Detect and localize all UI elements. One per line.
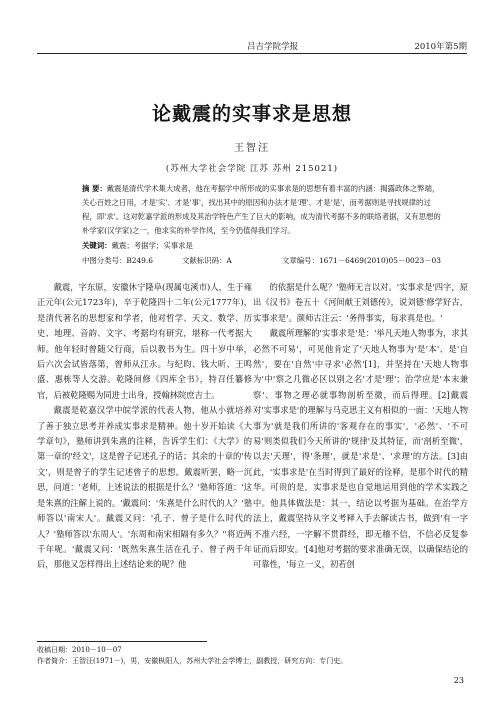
author-affiliation: (苏州大学社会学院 江苏 苏州 215021)	[165, 164, 339, 174]
author-name: 王智汪	[234, 143, 270, 154]
keywords-label: 关键词：	[82, 241, 112, 250]
journal-name: 吕吉学院学报	[247, 42, 299, 52]
body-column-left	[37, 280, 252, 573]
footnote-rule	[37, 641, 207, 642]
paragraph: 的依据是什么呢？'塾师无言以对。'实事求是'四字，原出《汉书》卷五十《河间献王刘德传》，说刘德'修学好古，实事求是'。颜师古注云：'务得事实，每求真是也。'	[253, 282, 468, 323]
footnote	[37, 645, 347, 667]
author-bio: 作者简介：王智汪(1971－)，男，安徽枞阳人，苏州大学社会学博士，副教授，研究方向：专门史。	[37, 657, 348, 665]
body-column-right	[253, 280, 468, 573]
issue-label: 2010年第5期	[414, 42, 467, 52]
article-number: 文章编号：1671－6469(2010)05－0023－03	[282, 256, 441, 265]
abstract-text: 戴震是清代学术集大成者，他在考据学中所形成的实事求是的思想有着丰富的内涵：揭露政体之弊端，关心百姓之日用，才是'实'、才是'事'，找出其中的原因和办法才是'理'、才是'是'，而考据则是寻找规律的过程，即'求'。这对乾嘉学派的形成及其治学特色产生了巨大的影响，成为清代考据不多的联络者据，又有思想的朴学家(汉学家)之一，他求实的朴学作风，至今仍值得我们学习。	[82, 184, 441, 235]
clc-number: 中图分类号：B249.6	[82, 256, 153, 265]
header-rule	[37, 53, 467, 54]
article-title: 论戴震的实事求是思想	[151, 103, 352, 125]
paragraph: 戴震所理解的'实事求是'是：'举凡天地人物事为，求其必然不可易'，可见他肯定了'天地人物事为'是'本'、是'自然'，要在'自然'中寻求'必然'[1]，并坚持在'天地人物事为'中'察之几微必区以别之名'才是'理'；治学应是'本末兼察'、事物之理必就事物剖析至微，而后得理。[2]戴震对'实事求是'的理解与马克思主义有相似的一面：'天地人物事为'就是我们所讲的'客观存在的事实'，'必然'、'不可易'则类似我们今天所讲的'规律'及其特征，而'剖析至微'，以去'天理'，得'条理'，就是'求是'、'求理'的方法。[3]由此，'实事求是'在当时得到了最好的诠释，是那个时代的精华。可贵的是，实事求是也自觉地运用到他的学术实践之中。他具体做法是：其一，结论以考据为基础。在治学方法上，戴震坚持从字义考释入手去解读古书，做到'有一字不准六经，一字解不贯群经，即无稽不信，不信必反复参证而后即安。'[4]他对考据的要求准确无误，以确保结论的可靠性，'每立一义，初若创	[253, 328, 468, 570]
paragraph: 戴震是乾嘉汉学中皖学派的代表人物，他从小就培养了善于独立思考并养成实事求是精神。他十岁开始读《大学章句》，塾师讲到朱熹的注释，告诉学生们：《大学》的第一章的'经文'，这是曾子记述孔子的话；其余的十章的'传文'，则是曾子的学生记述曾子的思想。戴震听罢，略一沉思，问道：'老师，上述说法的根据是什么？'塾师答道：'这是朱熹的注解上说的。'戴震问：'朱熹是什么时代的人？'塾师答以'南宋人'。戴震又问：'孔子、曾子是什么时代的人？'塾师答以'东周人'。'东周和南宋相隔有多久？''将近两千年呢。'戴震又问：'既然朱熹生活在孔子、曾子两千年后，那他又怎样得出上述结论来的呢？他	[37, 405, 252, 570]
abstract	[82, 182, 442, 238]
keywords	[82, 240, 193, 251]
received-date: 收稿日期：2010－10－07	[37, 646, 122, 654]
paragraph: 戴震，字东原，安徽休宁隆阜(现属屯溪市)人，生于雍正元年(公元1723年)，卒于乾隆四十二年(公元1777年)，是清代著名的思想家和学者，他对哲学、天文、数学、历史、地理、音韵、文字、考据均有研究，堪称一代考据大师。他年轻时曾随父行商，后以教书为生。四十岁中举，后六次会试皆落第，曾师从江永。与纪昀、钱大昕、王鸣盛、惠栋等人交游。乾隆间修《四库全书》，特召任纂修官，后被乾隆赐为同进士出身，授翰林院庶吉士。	[37, 282, 252, 400]
abstract-label: 摘 要：	[82, 184, 107, 193]
running-header	[37, 38, 467, 52]
keywords-text: 戴震；考据学；实事求是	[111, 241, 193, 250]
document-code: 文献标识码：A	[182, 256, 232, 265]
page-number: 23	[453, 676, 464, 685]
